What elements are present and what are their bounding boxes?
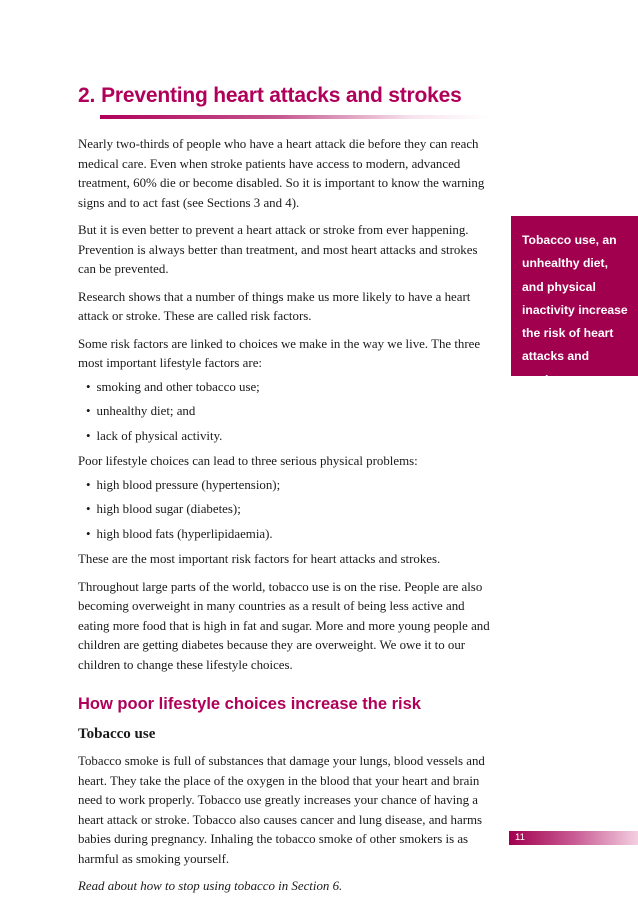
lifestyle-paragraph: Some risk factors are linked to choices we make in the way we live. The three most important lifestyle factors are:	[78, 336, 481, 370]
tobacco-paragraph: Tobacco smoke is full of substances that damage your lungs, blood vessels and heart. They take the place of the oxygen in the blood that your heart and brain need to work properly. Tobacco use greatly increases your chance of having a heart attack or stroke. Tobacco also causes cancer and lung disease, and harms babies during pregnancy. Inhaling the tobacco smoke of other smokers is as harmful as smoking yourself.	[78, 754, 485, 866]
subsection-heading: How poor lifestyle choices increase the risk	[78, 695, 421, 713]
physical-problems-list	[78, 476, 490, 545]
lifestyle-factors-list	[78, 378, 490, 447]
heading-underline	[100, 115, 490, 119]
list-item: • smoking and other tobacco use;	[86, 378, 490, 398]
summary-paragraph: These are the most important risk factors for heart attacks and strokes.	[78, 552, 441, 566]
sidebar-callout	[511, 216, 638, 387]
tobacco-use-heading: Tobacco use	[78, 725, 156, 742]
list-item: • high blood pressure (hypertension);	[86, 476, 490, 496]
risk-factors-paragraph: Research shows that a number of things make us more likely to have a heart attack or stroke. These are called risk factors.	[78, 289, 471, 323]
list-item: • high blood fats (hyperlipidaemia).	[86, 525, 490, 545]
physical-problems-paragraph: Poor lifestyle choices can lead to three serious physical problems:	[78, 454, 418, 468]
section-heading	[78, 84, 462, 108]
section-number: 2.	[78, 84, 96, 107]
callout-text: Tobacco use, an unhealthy diet, and physical inactivity increase the risk of heart attacks and strokes.	[522, 233, 628, 387]
list-item: • high blood sugar (diabetes);	[86, 500, 490, 520]
page-number-bar	[509, 831, 638, 845]
cross-reference-note: Read about how to stop using tobacco in Section 6.	[78, 879, 343, 893]
list-item: • lack of physical activity.	[86, 427, 490, 447]
page-number: 11	[515, 832, 525, 843]
main-text-column	[78, 135, 490, 905]
intro-paragraph: Nearly two-thirds of people who have a heart attack die before they can reach medical care. Even when stroke patients have access to modern, advanced treatment, 60% die or become disabled. So it is important to know the warning signs and to act fast (see Sections 3 and 4).	[78, 137, 485, 210]
list-item: • unhealthy diet; and	[86, 402, 490, 422]
section-title: Preventing heart attacks and strokes	[101, 84, 462, 107]
global-trends-paragraph: Throughout large parts of the world, tobacco use is on the rise. People are also becoming overweight in many countries as a result of being less active and eating more food that is high in fat and sugar. More and more young people and children are getting diabetes because they are overweight. We owe it to our children to change these lifestyle choices.	[78, 579, 490, 672]
prevention-paragraph: But it is even better to prevent a heart attack or stroke from ever happening. Prevention is always better than treatment, and most heart attacks and strokes can be prevented.	[78, 223, 478, 276]
